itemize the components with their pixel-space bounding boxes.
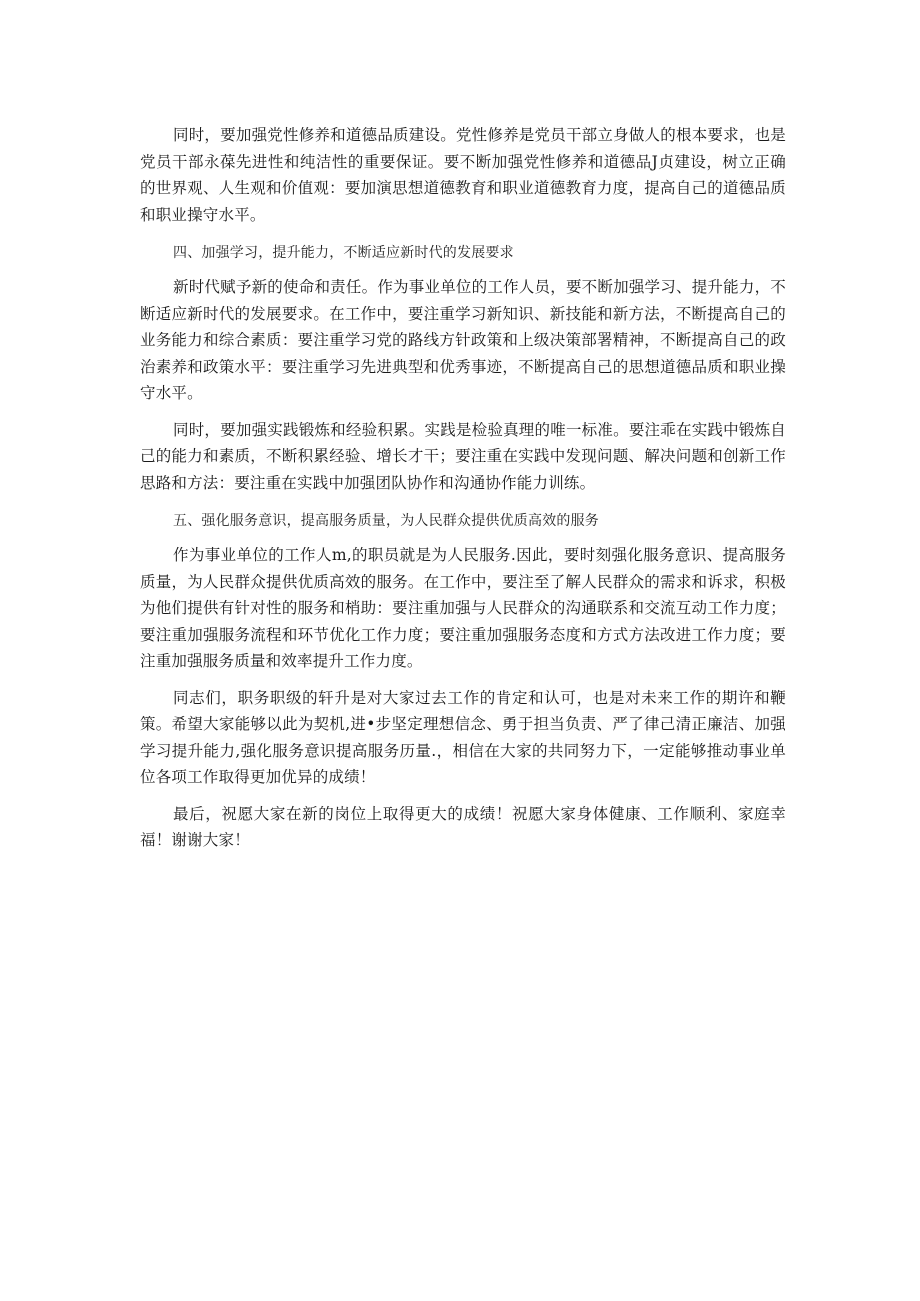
- paragraph-service: 作为事业单位的工作人m,的职员就是为人民服务.因此，要时刻强化服务意识、提高服务质量，为人民群众提供优质高效的服务。在工作中，要注至了解人民群众的需求和诉求，积极为他们提供有针对性的服务和梢助：要注重加强与人民群众的沟通联系和交流互动工作力度；要注重加强服务流程和环节优化工作力度；要注重加强服务态度和方式方法改进工作力度；要注重加强服务质量和效率提升工作力度。: [140, 546, 786, 670]
- document-page: [140, 122, 786, 864]
- paragraph-practice: 同时，要加强实践锻炼和经验积累。实践是检验真理的唯一标准。要注乖在实践中锻炼自己的能力和素质，不断积累经验、增长才干；要注重在实践中发现问题、解决问题和创新工作思路和方法：要注重在实践中加强团队协作和沟通协作能力训练。: [140, 420, 786, 492]
- paragraph-comrades: 同志们，职务职级的轩升是对大家过去工作的肯定和认可，也是对未来工作的期许和鞭策。希望大家能够以此为契机,进•步坚定理想信念、勇于担当负责、严了律己清正廉洁、加强学习提升能力,强化服务意识提高服务历量.，相信在大家的共同努力下，一定能够推动事业单位各项工作取得更加优异的成绩！: [140, 688, 786, 786]
- paragraph-new-era: 新时代赋予新的使命和责任。作为事业单位的工作人员，要不断加强学习、提升能力，不断适应新时代的发展要求。在工作中，要注重学习新知识、新技能和新方法，不断提高自己的业务能力和综合素质：要注重学习党的路线方针政策和上级决策部署精神，不断提高自己的政治素养和政策水平：要注重学习先进典型和优秀事迹，不断提高自己的思想道德品质和职业操守水平。: [140, 278, 786, 402]
- section-heading-five: 五、强化服务意识，提高服务质量，为人民群众提供优质高效的服务: [173, 513, 599, 529]
- paragraph-party-spirit: 同时，要加强党性修养和道德品质建设。党性修养是党员干部立身做人的根本要求，也是党员干部永葆先进性和纯洁性的重要保证。要不断加强党性修养和道德品J贞建设，树立正确的世界观、人生观和价值观：要加演思想道德教育和职业道德教育力度，提高自己的道德品质和职业操守水平。: [140, 126, 786, 224]
- paragraph-closing: 最后，祝愿大家在新的岗位上取得更大的成绩！祝愿大家身体健康、工作顺利、家庭幸福！谢谢大家！: [140, 804, 786, 849]
- section-heading-four: 四、加强学习，提升能力，不断适应新时代的发展要求: [173, 245, 514, 261]
